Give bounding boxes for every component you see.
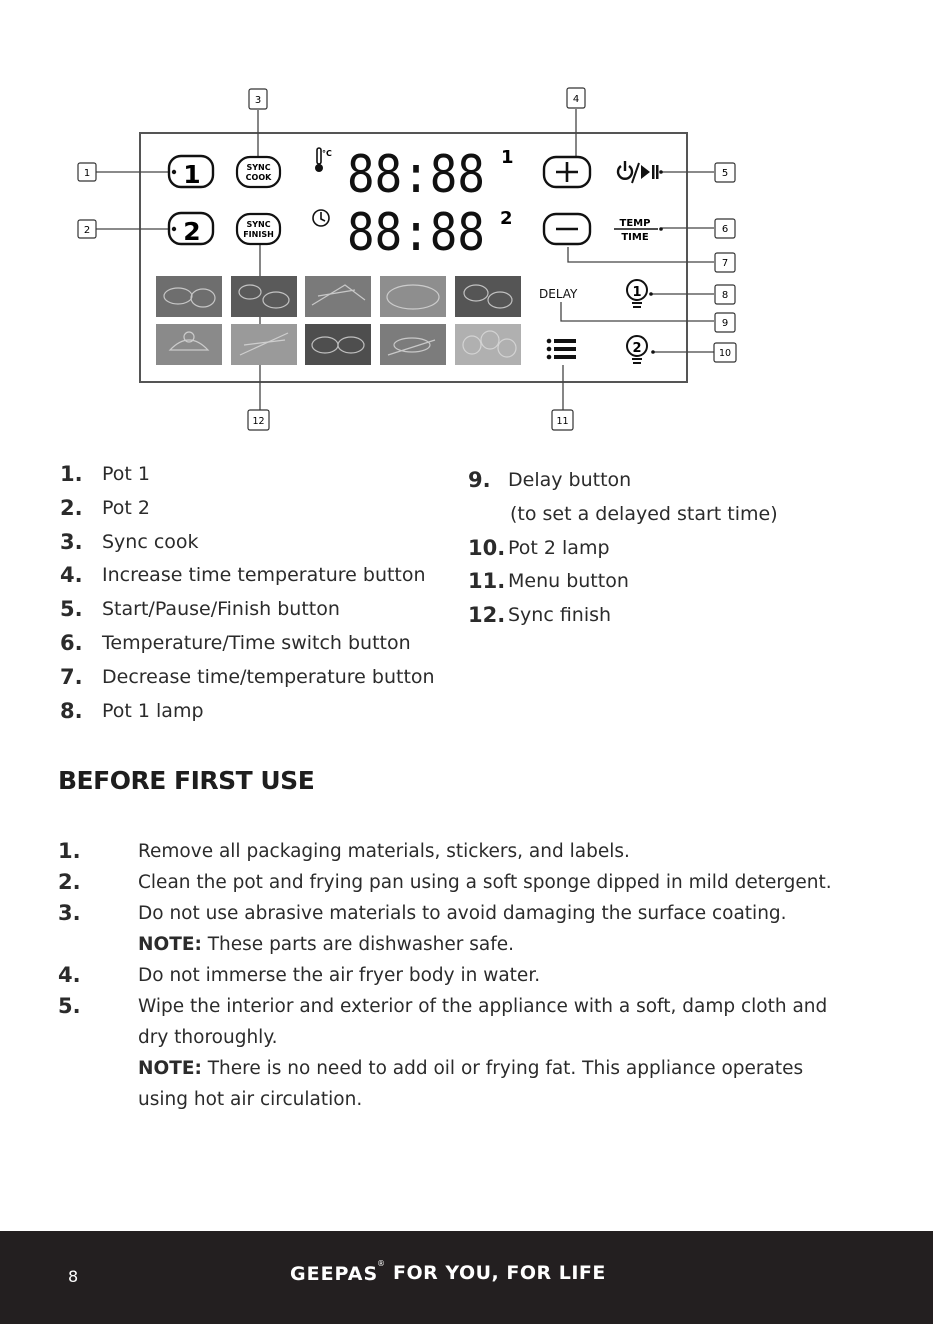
svg-text:9: 9 (721, 318, 729, 329)
legend-item: 11. Menu button (468, 569, 629, 594)
note: NOTE: There is no need to add oil or frying fat. This appliance operates using hot air circulation. (138, 1058, 804, 1110)
legend-item: 4. Increase time temperature button (60, 563, 426, 588)
svg-text:1: 1 (183, 160, 201, 189)
legend-item: 2. Pot 2 (60, 495, 150, 520)
food-thumbnail (156, 324, 222, 365)
callout-box-6 (715, 219, 735, 238)
step-item: 5. Wipe the interior and exterior of the appliance with a soft, damp cloth and dry thoroughly. NOTE: There is no need to add oil or frying fat. This appliance operates using hot air circulation. (58, 991, 858, 1115)
svg-text:1: 1 (632, 285, 642, 300)
registered-mark: ® (377, 1259, 385, 1268)
pot1-button (169, 156, 213, 189)
brand-logo: GEEPAS (290, 1263, 379, 1285)
food-thumbnail (156, 276, 222, 317)
note: NOTE: These parts are dishwasher safe. (138, 934, 515, 955)
step-item: 3. Do not use abrasive materials to avoid damaging the surface coating. NOTE: These parts are dishwasher safe. (58, 898, 858, 960)
svg-text:SYNC: SYNC (246, 220, 271, 229)
svg-text:FINISH: FINISH (243, 230, 274, 239)
svg-text:TIME: TIME (621, 232, 649, 243)
svg-text:2: 2 (83, 225, 91, 236)
plus-button (544, 157, 590, 187)
section-title: BEFORE FIRST USE (58, 766, 315, 795)
step-item: 2. Clean the pot and frying pan using a soft sponge dipped in mild detergent. (58, 870, 832, 894)
legend-item: 7. Decrease time/temperature button (60, 664, 435, 689)
svg-text:SYNC: SYNC (246, 163, 271, 172)
tagline: FOR YOU, FOR LIFE (393, 1262, 606, 1284)
callout-box-9 (715, 313, 735, 332)
svg-text:5: 5 (721, 168, 729, 179)
legend-right (468, 464, 778, 633)
callout-box-4 (567, 88, 585, 108)
legend-left (60, 458, 435, 728)
callout-box-8 (715, 285, 735, 304)
display-digits-top: 88:88 (347, 145, 485, 205)
svg-text:12: 12 (252, 416, 265, 427)
svg-text:6: 6 (721, 224, 729, 235)
callout-box-2 (78, 220, 96, 238)
page-number: 8 (68, 1267, 79, 1286)
legend-item: 8. Pot 1 lamp (60, 698, 204, 723)
svg-text:4: 4 (572, 94, 580, 105)
svg-text:1: 1 (83, 168, 91, 179)
sync-cook-button (237, 157, 280, 187)
display-pot-label-top: 1 (501, 147, 514, 168)
svg-text:11: 11 (556, 416, 569, 427)
legend-item: 6. Temperature/Time switch button (60, 630, 411, 655)
callout-box-10 (714, 343, 736, 362)
legend-item: 1. Pot 1 (60, 462, 150, 486)
legend-item: 12. Sync finish (468, 603, 612, 628)
delay-button-label: DELAY (539, 287, 578, 301)
food-thumbnail (455, 324, 521, 365)
footer-bar (0, 1231, 933, 1324)
callout-box-11 (552, 410, 573, 430)
svg-text:TEMP: TEMP (619, 218, 651, 229)
svg-text:°C: °C (322, 149, 332, 158)
legend-item: 9. Delay button (468, 468, 632, 492)
food-thumbnail (380, 276, 446, 317)
legend-item: 5. Start/Pause/Finish button (60, 597, 340, 622)
svg-text:2: 2 (632, 341, 642, 356)
sync-finish-button (237, 214, 280, 244)
legend-item-subtext: (to set a delayed start time) (510, 502, 778, 525)
step-item: 4. Do not immerse the air fryer body in water. (58, 963, 541, 987)
callout-box-3 (249, 89, 267, 109)
svg-text:10: 10 (718, 348, 732, 359)
legend-item: 3. Sync cook (60, 529, 199, 554)
display-pot-label-bottom: 2 (500, 208, 513, 229)
food-thumbnail (380, 324, 446, 365)
svg-text:COOK: COOK (245, 173, 272, 182)
menu-icon (547, 339, 576, 360)
svg-text:7: 7 (721, 258, 729, 269)
pot2-button (169, 213, 213, 246)
svg-text:2: 2 (183, 217, 201, 246)
svg-text:3: 3 (254, 95, 262, 106)
steps-list (58, 836, 858, 1115)
control-panel-diagram (0, 0, 933, 450)
callout-box-1 (78, 163, 96, 181)
display-digits-bottom: 88:88 (347, 203, 485, 263)
callout-box-12 (248, 410, 269, 430)
step-item: 1. Remove all packaging materials, stickers, and labels. (58, 839, 630, 863)
callout-box-5 (715, 163, 735, 182)
minus-button (544, 214, 590, 244)
legend-item: 10. Pot 2 lamp (468, 535, 610, 560)
svg-text:8: 8 (721, 290, 729, 301)
callout-box-7 (715, 253, 735, 272)
